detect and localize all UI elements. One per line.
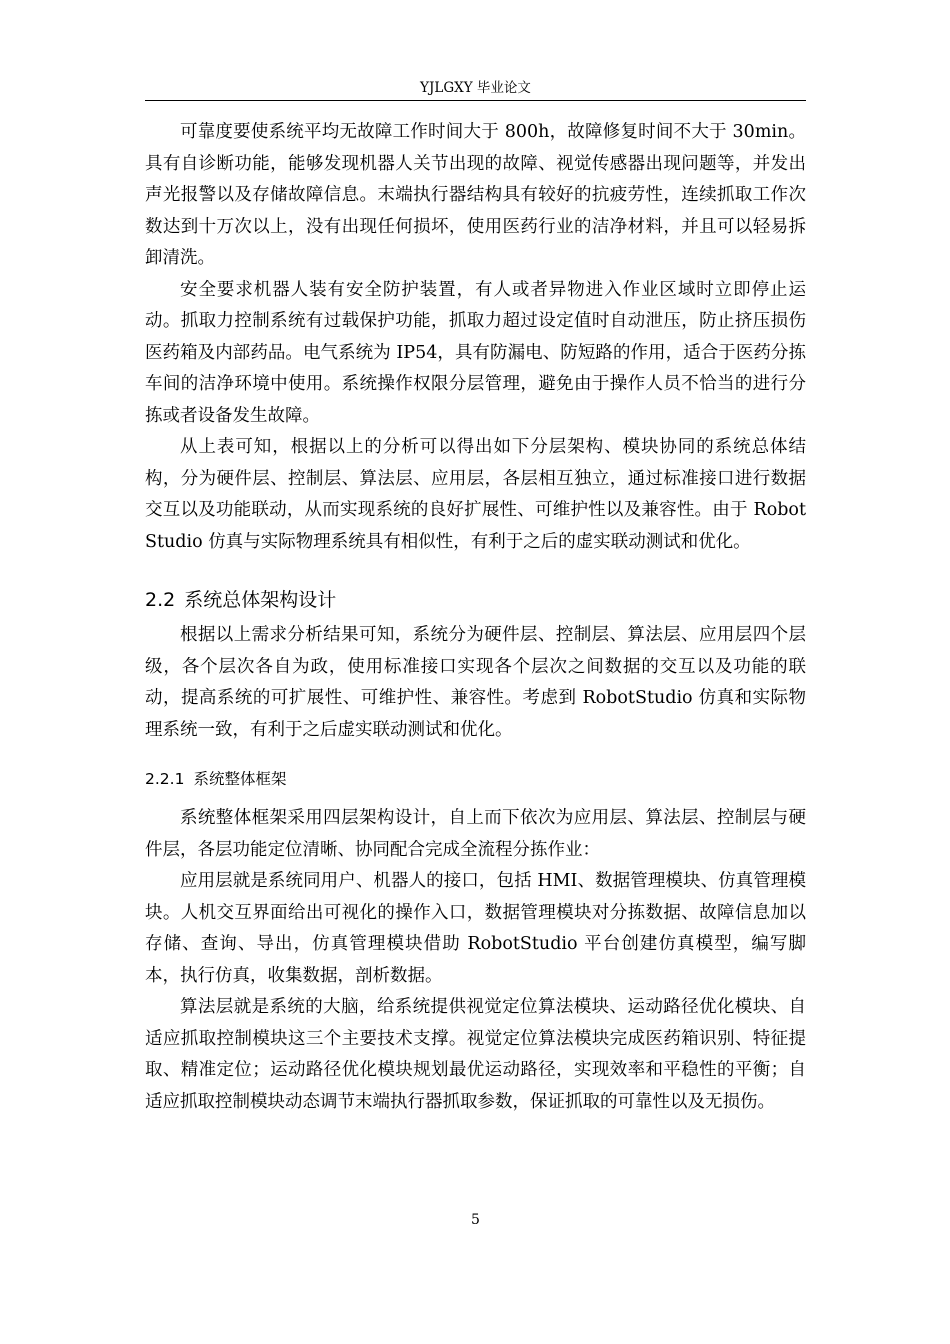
- header-rule: [145, 100, 806, 101]
- paragraph-safety: 安全要求机器人装有安全防护装置，有人或者异物进入作业区域时立即停止运动。抓取力控制系统有过载保护功能，抓取力超过设定值时自动泄压，防止挤压损伤医药箱及内部药品。电气系统为 IP54，具有防漏电、防短路的作用，适合于医药分拣车间的洁净环境中使用。系统操作权限分层管理，避免由于操作人员不恰当的进行分拣或者设备发生故障。: [145, 279, 806, 426]
- paragraph-framework: 系统整体框架采用四层架构设计，自上而下依次为应用层、算法层、控制层与硬件层，各层功能定位清晰、协同配合完成全流程分拣作业：: [145, 808, 806, 860]
- page-content: [145, 117, 806, 1118]
- running-header: YJLGXY 毕业论文: [420, 80, 531, 96]
- page-number: 5: [471, 1212, 480, 1228]
- subsection-title: 系统整体框架: [193, 770, 287, 788]
- paragraph-algorithm-layer: 算法层就是系统的大脑，给系统提供视觉定位算法模块、运动路径优化模块、自适应抓取控制模块这三个主要技术支撑。视觉定位算法模块完成医药箱识别、特征提取、精准定位；运动路径优化模块规划最优运动路径，实现效率和平稳性的平衡；自适应抓取控制模块动态调节末端执行器抓取参数，保证抓取的可靠性以及无损伤。: [145, 997, 806, 1112]
- paragraph-architecture: 根据以上需求分析结果可知，系统分为硬件层、控制层、算法层、应用层四个层级，各个层次各自为政，使用标准接口实现各个层次之间数据的交互以及功能的联动，提高系统的可扩展性、可维护性、兼容性。考虑到 RobotStudio 仿真和实际物理系统一致，有利于之后虚实联动测试和优化。: [145, 625, 806, 740]
- section-title: 系统总体架构设计: [184, 589, 337, 611]
- section-heading: [145, 586, 806, 614]
- paragraph-conclusion: 从上表可知，根据以上的分析可以得出如下分层架构、模块协同的系统总体结构，分为硬件层、控制层、算法层、应用层，各层相互独立，通过标准接口进行数据交互以及功能联动，从而实现系统的良好扩展性、可维护性以及兼容性。由于 RobotStudio 仿真与实际物理系统具有相似性，有利于之后的虚实联动测试和优化。: [145, 437, 806, 552]
- paragraph-application-layer: 应用层就是系统同用户、机器人的接口，包括 HMI、数据管理模块、仿真管理模块。人机交互界面给出可视化的操作入口，数据管理模块对分拣数据、故障信息加以存储、查询、导出，仿真管理模块借助 RobotStudio 平台创建仿真模型，编写脚本，执行仿真，收集数据，剖析数据。: [145, 871, 806, 986]
- section-number: 2.2: [145, 589, 176, 611]
- subsection-heading: [145, 767, 806, 791]
- subsection-number: 2.2.1: [145, 770, 185, 788]
- paragraph-reliability: 可靠度要使系统平均无故障工作时间大于 800h，故障修复时间不大于 30min。具有自诊断功能，能够发现机器人关节出现的故障、视觉传感器出现问题等，并发出声光报警以及存储故障信息。末端执行器结构具有较好的抗疲劳性，连续抓取工作次数达到十万次以上，没有出现任何损坏，使用医药行业的洁净材料，并且可以轻易拆卸清洗。: [145, 122, 806, 268]
